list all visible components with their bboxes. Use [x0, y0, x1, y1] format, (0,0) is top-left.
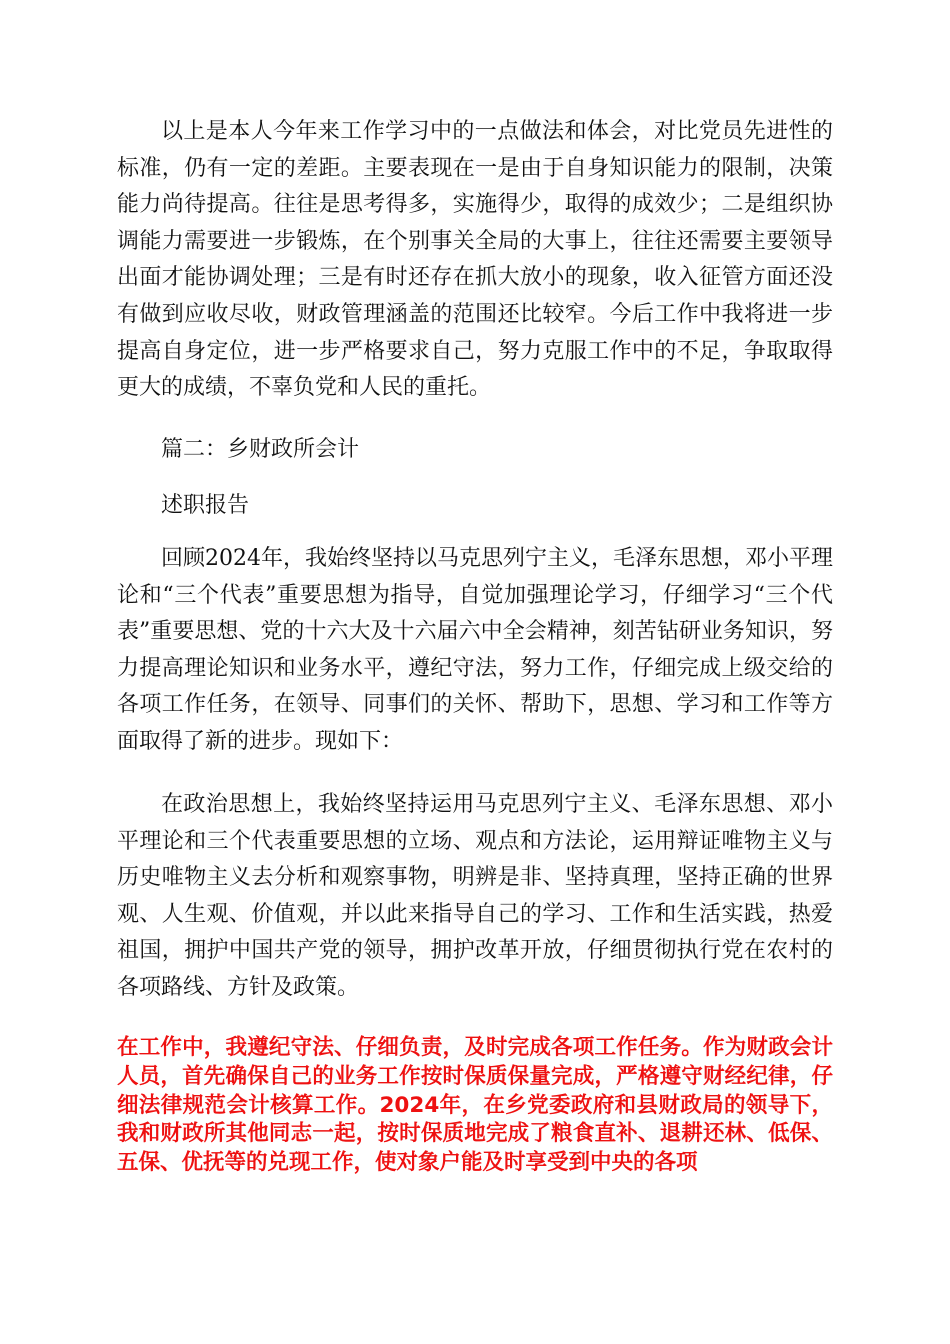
paragraph-political-thought: 在政治思想上，我始终坚持运用马克思列宁主义、毛泽东思想、邓小平理论和三个代表重要思想的立场、观点和方法论，运用辩证唯物主义与历史唯物主义去分析和观察事物，明辨是非、坚持真理，坚持正确的世界观、人生观、价值观，并以此来指导自己的学习、工作和生活实践，热爱祖国，拥护中国共产党的领导，拥护改革开放，仔细贯彻执行党在农村的各项路线、方针及政策。 — [117, 792, 833, 1000]
paragraph-review: 回顾2024年，我始终坚持以马克思列宁主义，毛泽东思想，邓小平理论和“三个代表”重要思想为指导，自觉加强理论学习，仔细学习“三个代表”重要思想、党的十六大及十六届六中全会精神，刻苦钻研业务知识，努力提高理论知识和业务水平，遵纪守法，努力工作，仔细完成上级交给的各项工作任务，在领导、同事们的关怀、帮助下，思想、学习和工作等方面取得了新的进步。现如下： — [117, 546, 833, 754]
paragraph-self-assessment: 以上是本人今年来工作学习中的一点做法和体会，对比党员先进性的标准，仍有一定的差距。主要表现在一是由于自身知识能力的限制，决策能力尚待提高。往往是思考得多，实施得少，取得的成效少；二是组织协调能力需要进一步锻炼，在个别事关全局的大事上，往往还需要主要领导出面才能协调处理；三是有时还存在抓大放小的现象，收入征管方面还没有做到应收尽收，财政管理涵盖的范围还比较窄。今后工作中我将进一步提高自身定位，进一步严格要求自己，努力克服工作中的不足，争取取得更大的成绩，不辜负党和人民的重托。 — [117, 119, 833, 401]
report-subtitle: 述职报告 — [161, 493, 250, 518]
paragraph-work-highlight: 在工作中，我遵纪守法、仔细负责，及时完成各项工作任务。作为财政会计人员，首先确保自己的业务工作按时保质保量完成，严格遵守财经纪律，仔细法律规范会计核算工作。2024年，在乡党委政府和县财政局的领导下，我和财政所其他同志一起，按时保质地完成了粮食直补、退耕还林、低保、五保、优抚等的兑现工作，使对象户能及时享受到中央的各项 — [117, 1035, 833, 1176]
section-title: 篇二：乡财政所会计 — [161, 437, 360, 462]
